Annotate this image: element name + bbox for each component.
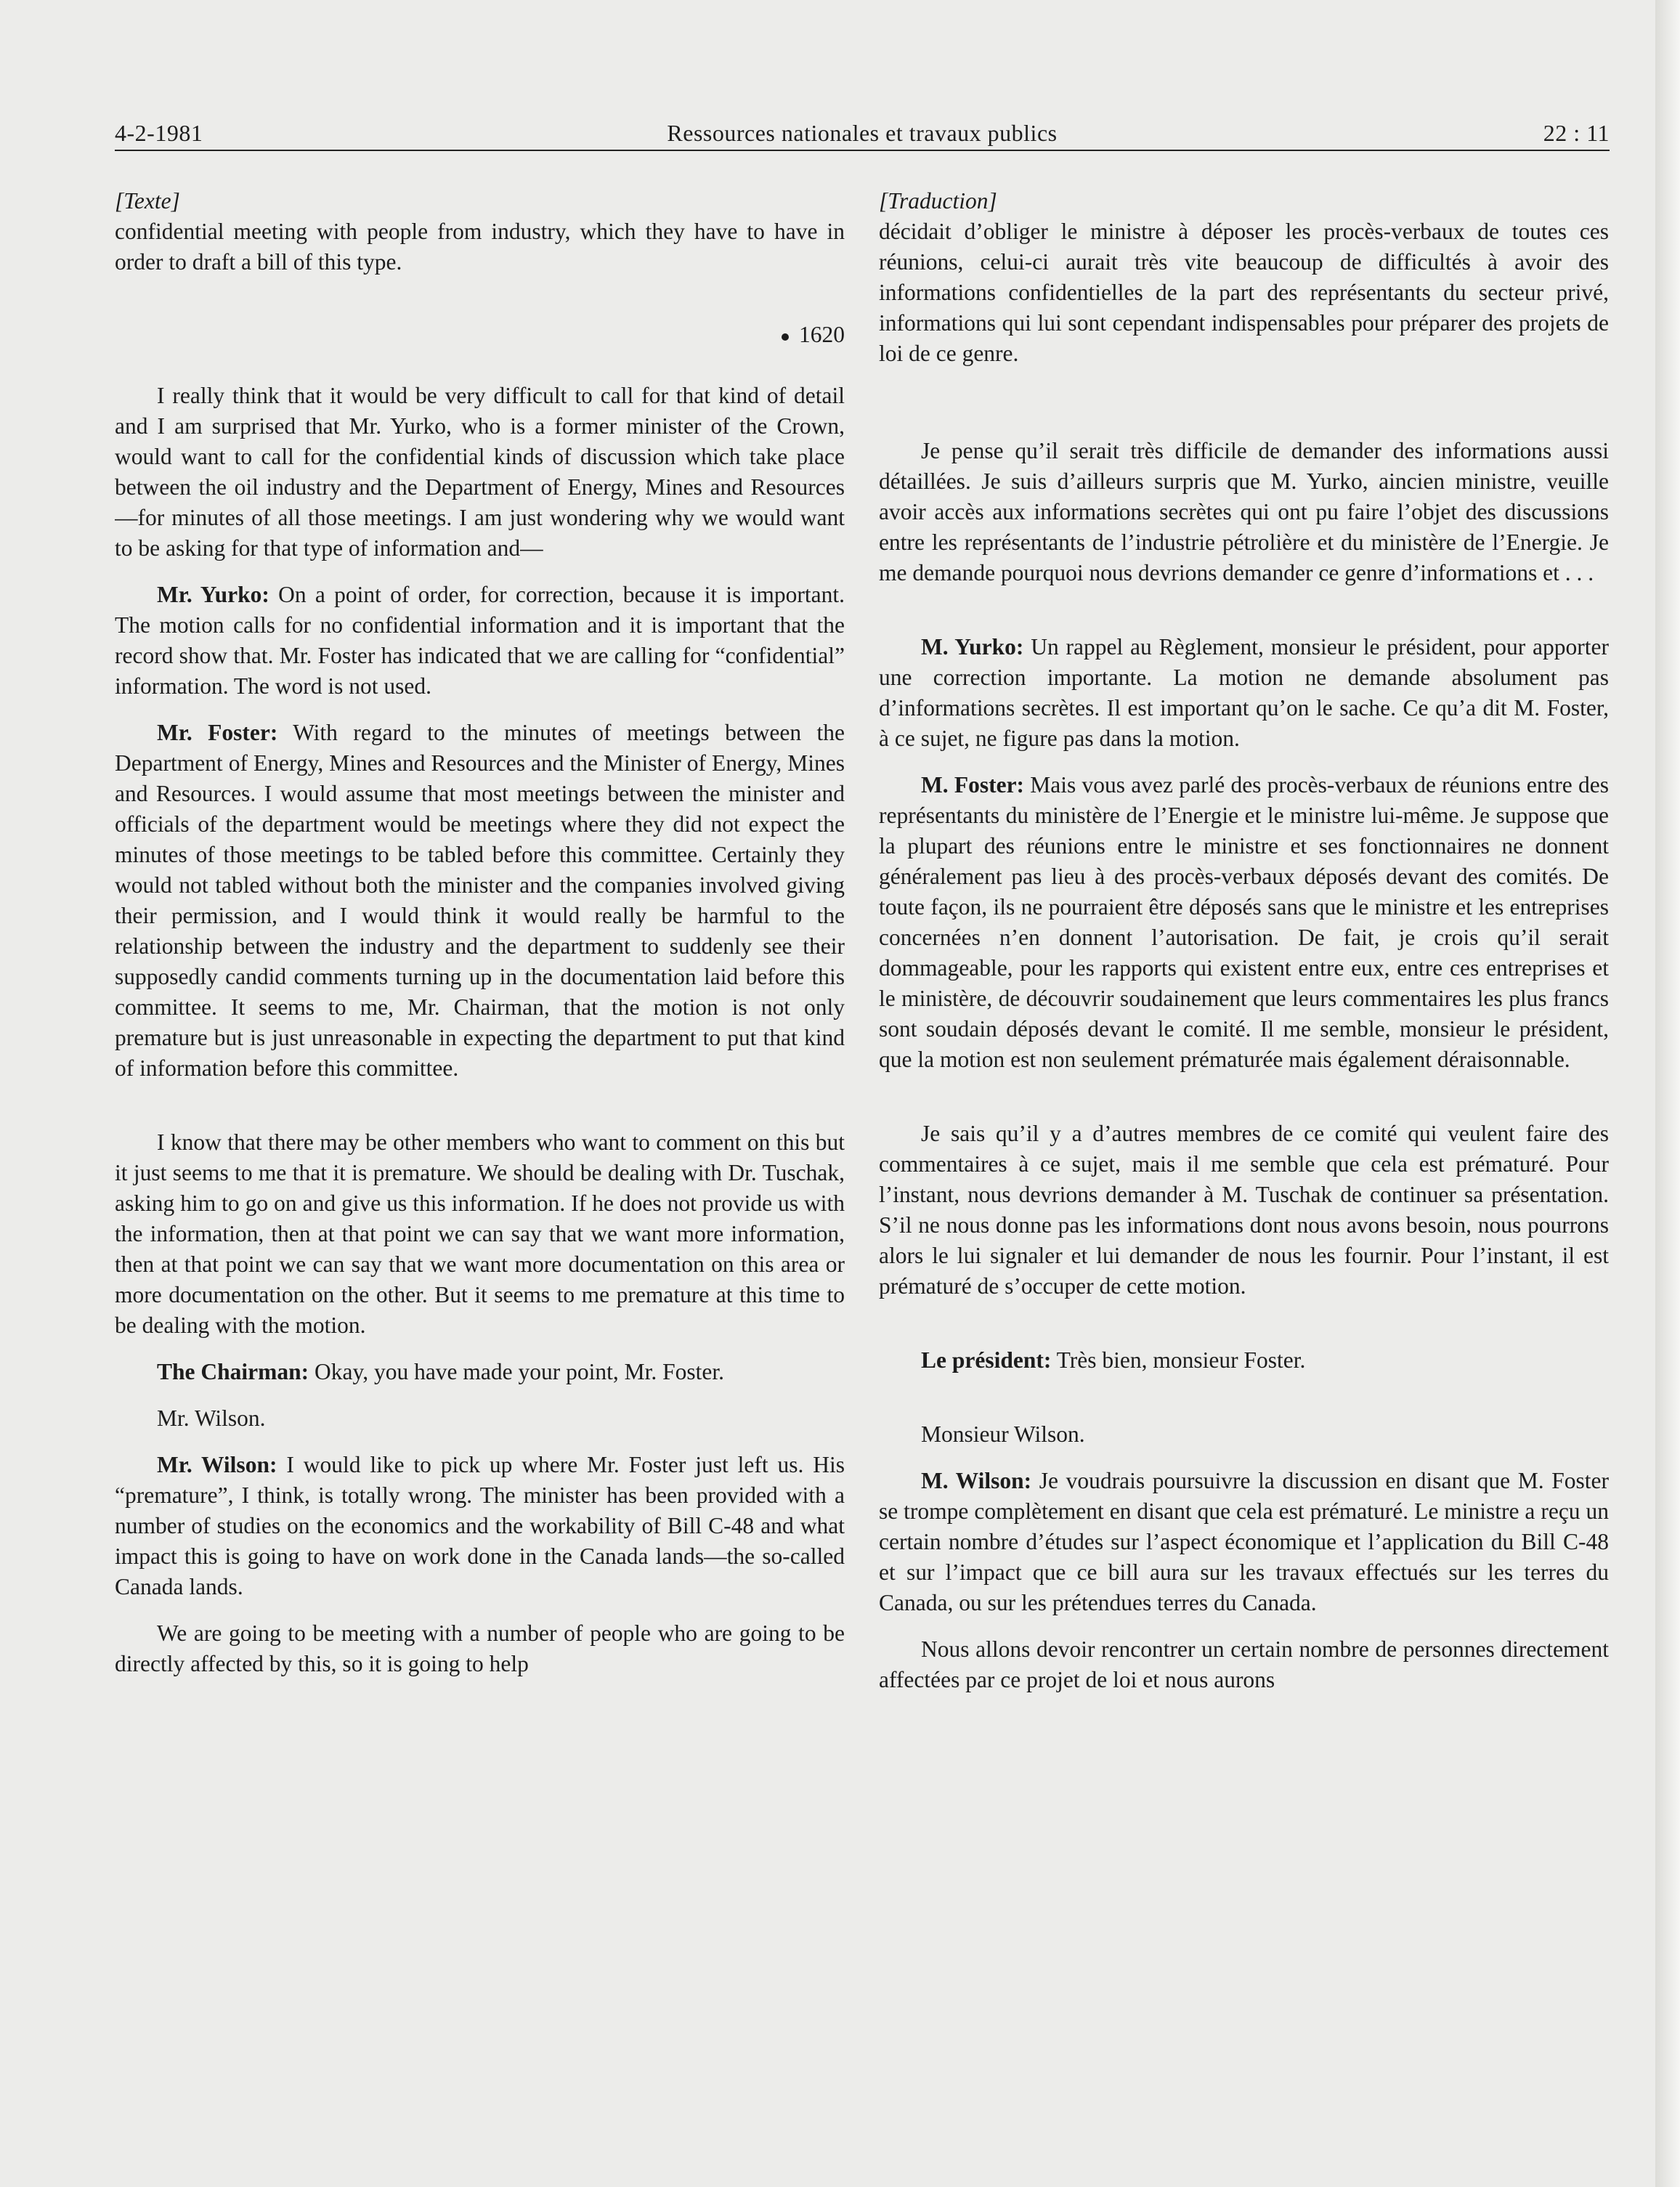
paragraph: We are going to be meeting with a number of people who are going to be directly affected by this, so it is going to help: [115, 1620, 845, 1676]
speech-text: Très bien, monsieur Foster.: [1056, 1347, 1306, 1373]
speaker-name: The Chairman:: [157, 1359, 309, 1384]
speaker-name: Le président:: [921, 1347, 1052, 1373]
time-marker-label: 1620: [799, 322, 845, 347]
paragraph: Mr. Wilson.: [157, 1405, 266, 1431]
speaker-name: M. Wilson:: [921, 1468, 1032, 1493]
paragraph: Je sais qu’il y a d’autres membres de ce comité qui veulent faire des commentaires à ce sujet, mais il me semble que cela est prématuré. Pour l’instant, nous devrions demander à M. Tuschak de continuer sa présentation. S’il ne nous donne pas les informations dont nous avons besoin, nous pourrons alors le lui signaler et lui demander de nous les fournir. Pour l’instant, il est prématuré de s’occuper de cette motion.: [879, 1121, 1609, 1299]
speech-text: I would like to pick up where Mr. Foster just left us. His “premature”, I think, is totally wrong. The minister has been provided with a number of studies on the economics and the workability of Bill C-48 and what impact this is going to have on work done in the Canada lands—the so-called Canada lands.: [115, 1452, 845, 1599]
speaker-paragraph: [115, 1357, 845, 1387]
bullet-icon: [782, 333, 789, 341]
french-column: [879, 186, 1609, 2103]
speaker-name: Mr. Yurko:: [157, 582, 269, 607]
speaker-name: M. Yurko:: [921, 634, 1024, 660]
language-tag: [Traduction]: [879, 188, 997, 214]
speaker-paragraph: [879, 770, 1609, 1075]
page-edge: [1655, 0, 1680, 2187]
speech-text: Mais vous avez parlé des procès-verbaux de réunions entre des représentants du ministère de l’Energie et le ministre lui-même. Je suppose que la plupart des réunions entre le ministre et ses fonctionnaires ne donnent généralement pas lieu à des procès-verbaux déposés devant des comités. De toute façon, ils ne pourraient être déposés sans que le ministre et les entreprises concernées n’en donnent l’autorisation. De fait, je crois qu’il serait dommageable, pour les rapports qui existent entre eux, entre ces entreprises et le ministère, de découvrir soudainement que leurs commentaires les plus francs sont soudain déposés devant le comité. Il me semble, monsieur le président, que la motion est non seulement prématurée mais également déraisonnable.: [879, 772, 1609, 1072]
speaker-paragraph: [115, 1450, 845, 1602]
speech-text: With regard to the minutes of meetings between the Department of Energy, Mines and Resources and the Minister of Energy, Mines and Resources. I would assume that most meetings between the minister and officials of the department would be meetings where they did not expect the minutes of those meetings to be tabled before this committee. Certainly they would not tabled without both the minister and the companies involved giving their permission, and I would think it would really be harmful to the relationship between the industry and the department to suddenly see their supposedly candid comments turning up in the documentation laid before this committee. It seems to me, Mr. Chairman, that the motion is not only premature but is just unreasonable in expecting the department to put that kind of information before this committee.: [115, 720, 845, 1081]
speaker-paragraph: [879, 1345, 1609, 1376]
speaker-name: Mr. Foster:: [157, 720, 278, 745]
paragraph: I really think that it would be very difficult to call for that kind of detail and I am surprised that Mr. Yurko, who is a former minister of the Crown, would want to call for the confidential kinds of discussion which take place between the oil industry and the Department of Energy, Mines and Resources—for minutes of all those meetings. I am just wondering why we would want to be asking for that type of information and—: [115, 383, 845, 561]
paragraph: I know that there may be other members who want to comment on this but it just seems to me that it is premature. We should be dealing with Dr. Tuschak, asking him to go on and give us this information. If he does not provide us with the information, then at that point we can say that we want more information, then at that point we can say that we want more documentation on this area or more documentation on the other. But it seems to me premature at this time to be dealing with the motion.: [115, 1129, 845, 1338]
header-title: Ressources nationales et travaux publics: [667, 120, 1058, 146]
time-marker: [115, 320, 845, 350]
language-tag: [Texte]: [115, 188, 180, 214]
speech-text: Je voudrais poursuivre la discussion en disant que M. Foster se trompe complètement en disant que cela est prématuré. Le ministre a reçu un certain nombre d’études sur l’aspect économique et l’application du Bill C-48 et sur l’impact que ce bill aura sur les travaux effectués sur les terres du Canada, ou sur les prétendues terres du Canada.: [879, 1468, 1609, 1615]
speaker-paragraph: [115, 580, 845, 702]
english-column: [115, 186, 845, 2103]
paragraph: décidait d’obliger le ministre à déposer les procès-verbaux de toutes ces réunions, celui-ci aurait très vite beaucoup de difficultés à avoir des informations confidentielles de la part des représentants du secteur privé, informations qui lui sont cependant indispensables pour préparer des projets de loi de ce genre.: [879, 219, 1609, 366]
speech-text: Un rappel au Règlement, monsieur le président, pour apporter une correction importante. La motion ne demande absolument pas d’informations secrètes. Il est important qu’on le sache. Ce qu’a dit M. Foster, à ce sujet, ne figure pas dans la motion.: [879, 634, 1609, 751]
paragraph: Monsieur Wilson.: [921, 1421, 1085, 1447]
speaker-paragraph: [879, 632, 1609, 754]
paragraph: Nous allons devoir rencontrer un certain nombre de personnes directement affectées par ce projet de loi et nous aurons: [879, 1636, 1609, 1692]
speech-text: Okay, you have made your point, Mr. Foster.: [315, 1359, 725, 1384]
header-date: 4-2-1981: [115, 120, 203, 146]
paragraph: confidential meeting with people from industry, which they have to have in order to draft a bill of this type.: [115, 219, 845, 275]
speaker-paragraph: [115, 718, 845, 1084]
speech-text: On a point of order, for correction, because it is important. The motion calls for no confidential information and it is important that the record show that. Mr. Foster has indicated that we are calling for “confidential” information. The word is not used.: [115, 582, 845, 699]
page-header: [115, 106, 1610, 151]
header-page-number: 22 : 11: [1543, 120, 1610, 146]
speaker-name: M. Foster:: [921, 772, 1025, 798]
speaker-paragraph: [879, 1466, 1609, 1618]
paragraph: Je pense qu’il serait très difficile de demander des informations aussi détaillées. Je suis d’ailleurs surpris que M. Yurko, aincien ministre, veuille avoir accès aux informations secrètes qui ont pu faire l’objet des discussions entre les représentants de l’industrie pétrolière et du ministère de l’Energie. Je me demande pourquoi nous devrions demander ce genre d’informations et . . .: [879, 438, 1609, 585]
speaker-name: Mr. Wilson:: [157, 1452, 277, 1477]
